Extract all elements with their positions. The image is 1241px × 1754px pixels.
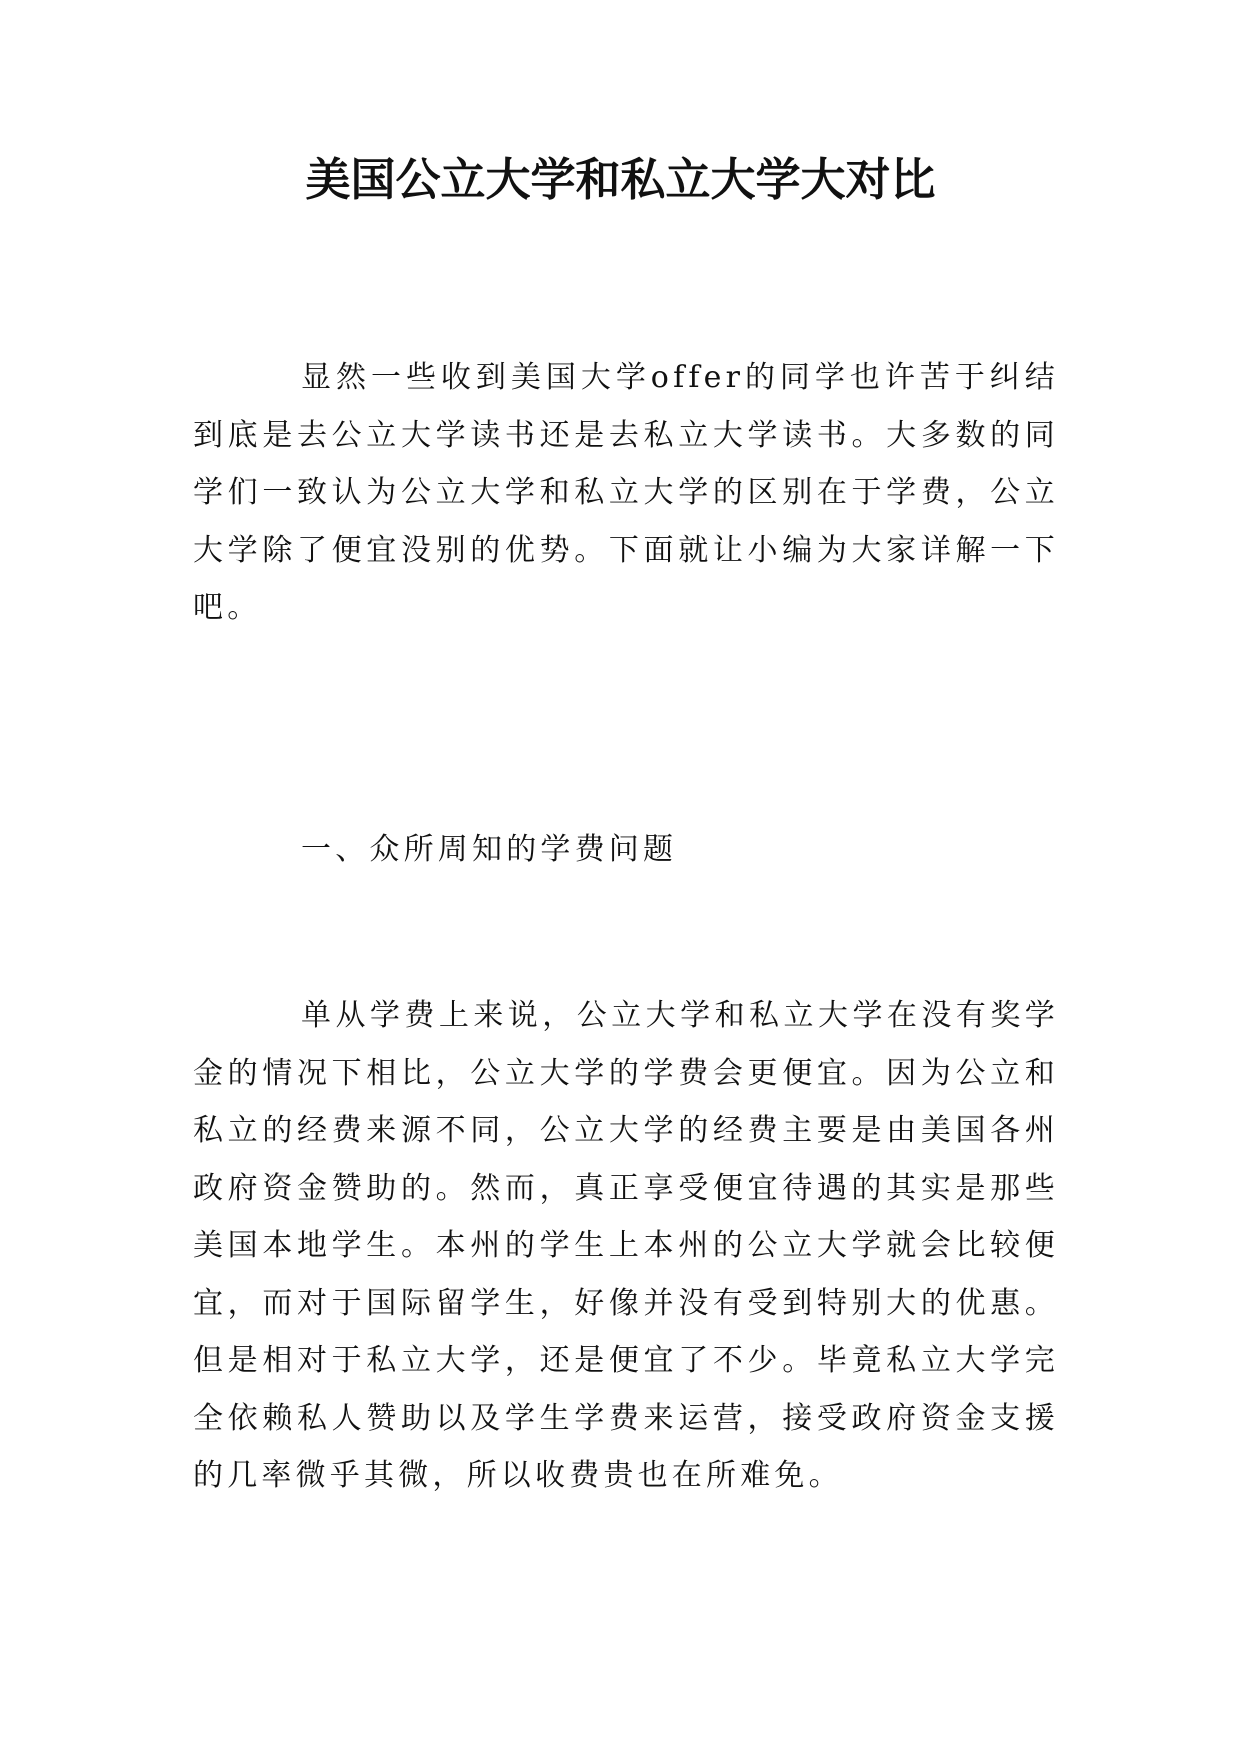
intro-paragraph: 显然一些收到美国大学offer的同学也许苦于纠结到底是去公立大学读书还是去私立大学读书。大多数的同学们一致认为公立大学和私立大学的区别在于学费，公立大学除了便宜没别的优势。下面就让小编为大家详解一下吧。 — [193, 360, 1059, 625]
document-title: 美国公立大学和私立大学大对比 — [305, 153, 936, 206]
section-body-paragraph: 单从学费上来说，公立大学和私立大学在没有奖学金的情况下相比，公立大学的学费会更便宜。因为公立和私立的经费来源不同，公立大学的经费主要是由美国各州政府资金赞助的。然而，真正享受便宜待遇的其实是那些美国本地学生。本州的学生上本州的公立大学就会比较便宜，而对于国际留学生，好像并没有受到特别大的优惠。但是相对于私立大学，还是便宜了不少。毕竟私立大学完全依赖私人赞助以及学生学费来运营，接受政府资金支援的几率微乎其微，所以收费贵也在所难免。 — [193, 998, 1059, 1493]
section-heading: 一、众所周知的学费问题 — [301, 832, 678, 867]
